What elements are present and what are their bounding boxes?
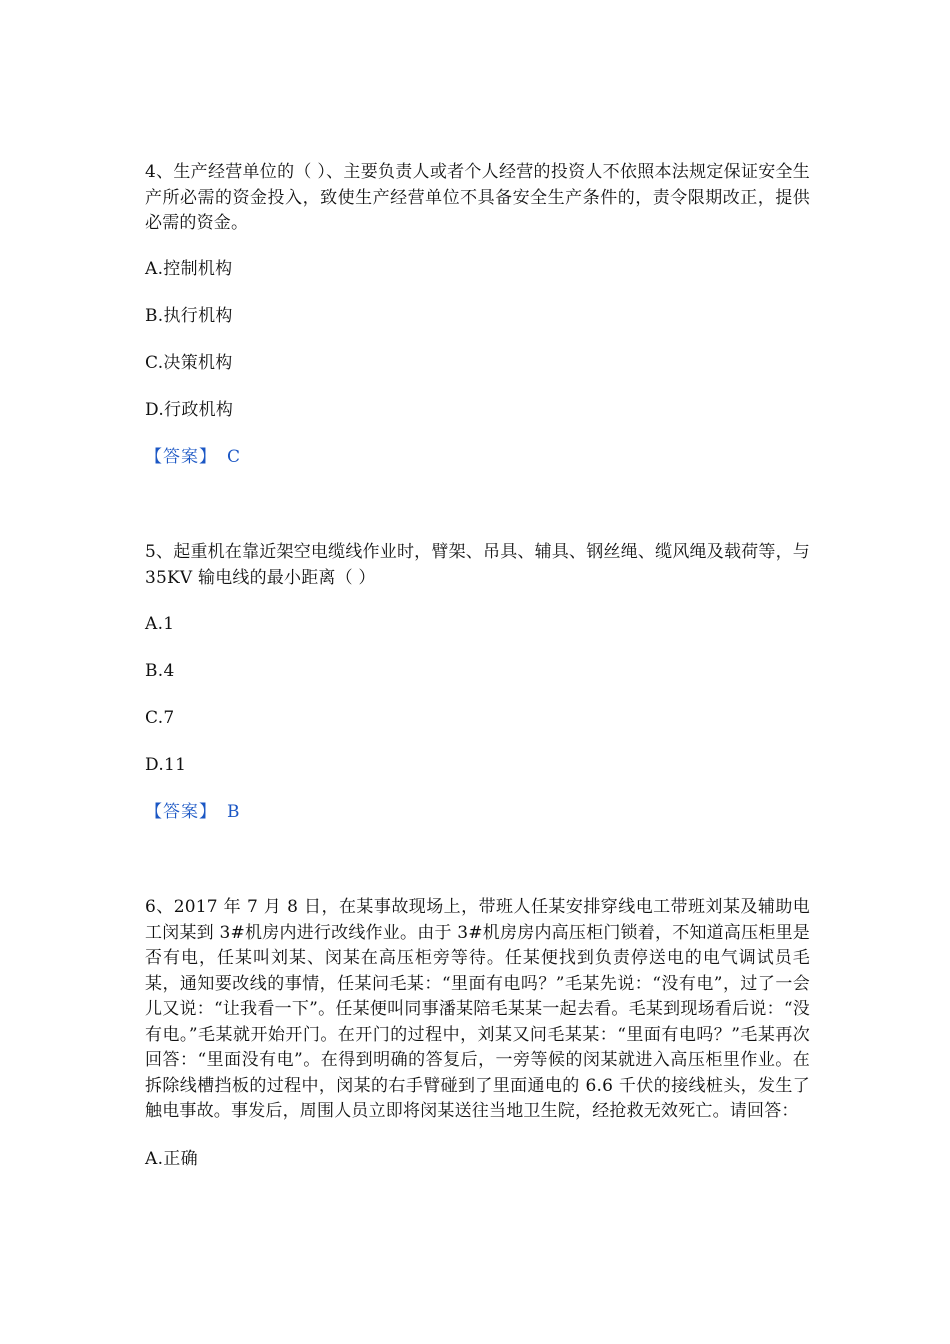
- question-stem: 5、起重机在靠近架空电缆线作业时，臂架、吊具、辅具、钢丝绳、缆风绳及载荷等，与 35KV 输电线的最小距离（ ）: [145, 542, 810, 588]
- option-c: C.决策机构: [145, 352, 233, 373]
- answer-line: [145, 800, 810, 825]
- question-stem: 4、生产经营单位的（ ）、主要负责人或者个人经营的投资人不依照本法规定保证安全生产所必需的资金投入，致使生产经营单位不具备安全生产条件的，责令限期改正，提供必需的资金。: [145, 162, 810, 233]
- options-list: [145, 257, 810, 423]
- question-stem: 6、2017 年 7 月 8 日，在某事故现场上，带班人任某安排穿线电工带班刘某及辅助电工闵某到 3#机房内进行改线作业。由于 3#机房房内高压柜门锁着，不知道高压柜里是否有电，任某叫刘某、闵某在高压柜旁等待。任某便找到负责停送电的电气调试员毛某，通知要改线的事情，任某问毛某：“里面有电吗？”毛某先说：“没有电”，过了一会儿又说：“让我看一下”。任某便叫同事潘某陪毛某某一起去看。毛某到现场看后说：“没有电。”毛某就开始开门。在开门的过程中，刘某又问毛某某：“里面有电吗？”毛某再次回答：“里面没有电”。在得到明确的答复后，一旁等候的闵某就进入高压柜里作业。在拆除线槽挡板的过程中，闵某的右手臂碰到了里面通电的 6.6 千伏的接线桩头，发生了触电事故。事发后，周围人员立即将闵某送往当地卫生院，经抢救无效死亡。请回答：: [145, 897, 810, 1121]
- option-a: A.控制机构: [145, 258, 233, 279]
- options-list: [145, 612, 810, 778]
- question-5: [145, 540, 810, 825]
- answer-value: B: [227, 802, 240, 822]
- option-d: D.11: [145, 755, 187, 775]
- option-c: C.7: [145, 708, 175, 728]
- answer-label: 【答案】: [145, 802, 217, 822]
- answer-value: C: [227, 446, 241, 467]
- answer-label: 【答案】: [145, 446, 217, 467]
- question-6: [145, 895, 810, 1172]
- option-a: A.1: [145, 614, 175, 634]
- option-b: B.4: [145, 661, 175, 681]
- answer-line: [145, 445, 810, 470]
- option-b: B.执行机构: [145, 305, 233, 326]
- question-4: [145, 160, 810, 470]
- option-d: D.行政机构: [145, 399, 234, 420]
- option-a: A.正确: [145, 1148, 198, 1169]
- options-list: [145, 1147, 810, 1172]
